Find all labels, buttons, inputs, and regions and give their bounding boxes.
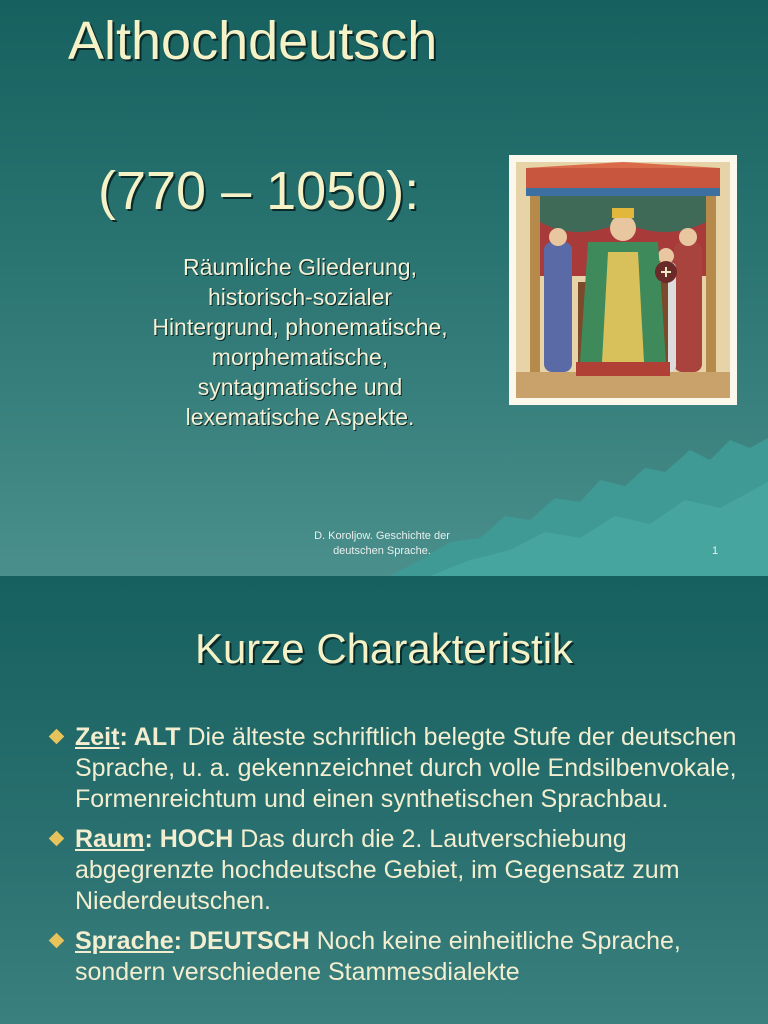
bullet-text: Noch keine einheitliche Sprache, sondern verschiedene Stammesdialekte: [75, 927, 681, 986]
bullet-keyword: ALT: [127, 723, 181, 751]
bullet-colon: :: [173, 927, 182, 955]
list-item: [40, 722, 740, 815]
bullet-keyword: HOCH: [152, 825, 234, 853]
subtitle-line: syntagmatische und: [197, 374, 403, 400]
bullet-term: Raum: [75, 825, 145, 853]
subtitle-line: Hintergrund, phonematische,: [152, 314, 448, 340]
list-item: [40, 926, 740, 988]
footer-line: D. Koroljow. Geschichte der: [314, 530, 450, 542]
slide-title-line2: (770 – 1050):: [98, 161, 420, 221]
bullet-term: Zeit: [75, 723, 120, 751]
bullet-colon: :: [144, 825, 153, 853]
subtitle-line: morphematische,: [211, 344, 389, 370]
bullet-text: Die älteste schriftlich belegte Stufe der deutschen Sprache, u. a. gekennzeichnet durch volle Endsilbenvokale, Formenreichtum und einen synthetischen Sprachbau.: [75, 723, 737, 813]
slide-subtitle: [100, 252, 500, 432]
subtitle-line: historisch-sozialer: [207, 284, 393, 310]
bullet-list: [40, 722, 740, 997]
diamond-bullet-icon: [49, 729, 65, 745]
list-item: [40, 824, 740, 917]
enthroned-king-illustration: [516, 162, 730, 398]
page-number: 1: [712, 545, 719, 557]
slide-title-line1: Althochdeutsch: [68, 11, 438, 71]
bullet-colon: :: [119, 723, 128, 751]
subtitle-line: Räumliche Gliederung,: [183, 254, 417, 280]
bullet-keyword: DEUTSCH: [182, 927, 310, 955]
diamond-bullet-icon: [49, 831, 65, 847]
footer-line: deutschen Sprache.: [333, 545, 431, 557]
medieval-miniature-image: [509, 155, 737, 405]
slide-footer: [270, 529, 494, 559]
subtitle-line: lexematische Aspekte.: [185, 404, 415, 430]
bullet-term: Sprache: [75, 927, 174, 955]
diamond-bullet-icon: [49, 933, 65, 949]
slide-2-title: Kurze Charakteristik: [194, 625, 574, 672]
bullet-text: Das durch die 2. Lautverschiebung abgegrenzte hochdeutsche Gebiet, im Gegensatz zum Niederdeutschen.: [75, 825, 680, 915]
